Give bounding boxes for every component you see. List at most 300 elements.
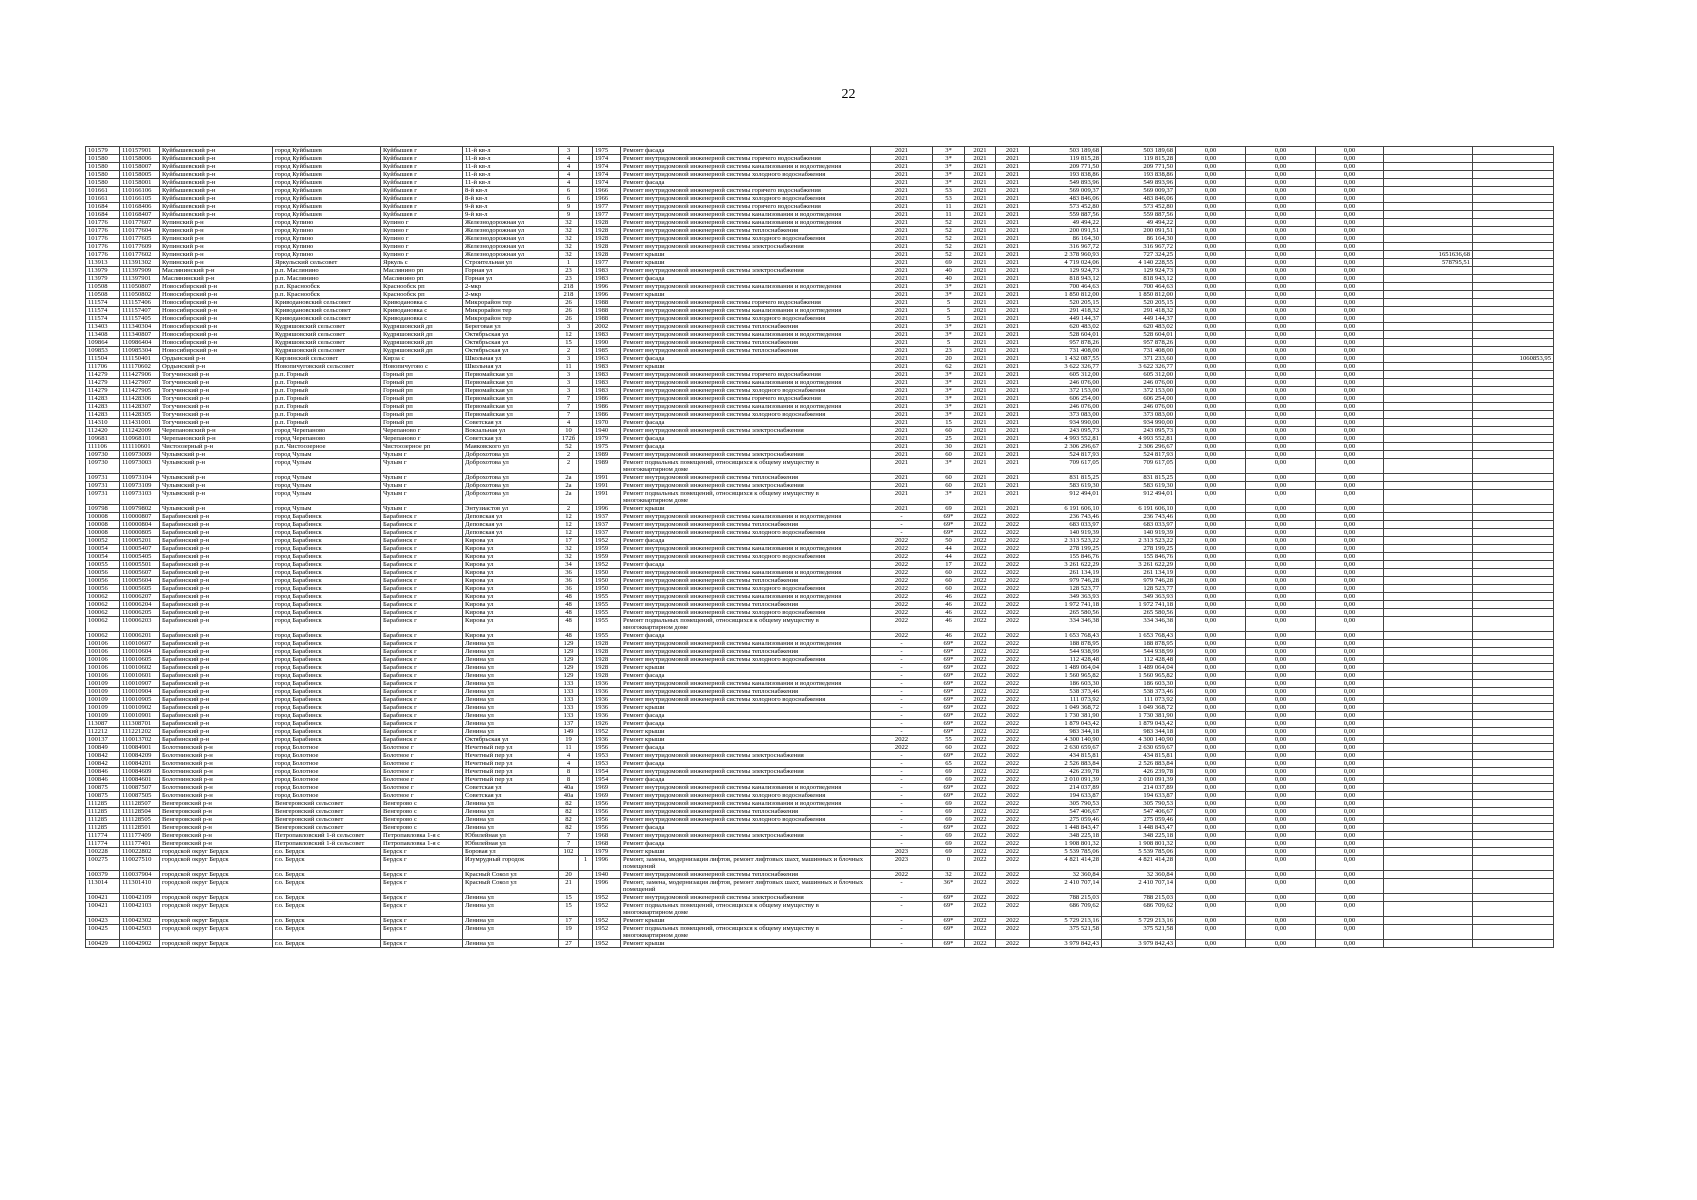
cell-budget-local: 0,00 bbox=[1316, 459, 1384, 474]
cell-wear: 52 bbox=[933, 227, 965, 235]
cell-settlement: Купино г bbox=[381, 235, 463, 243]
cell-work-id: 110084209 bbox=[120, 752, 160, 760]
cell-start-year: 2022 bbox=[965, 688, 996, 696]
cell-street: Кирова ул bbox=[463, 545, 559, 553]
cell-street: Нечетный пер ул bbox=[463, 752, 559, 760]
cell-wear: 69 bbox=[933, 776, 965, 784]
cell-other-funds bbox=[1473, 704, 1554, 712]
cell-budget-federal: 0,00 bbox=[1176, 784, 1246, 792]
cell-building bbox=[579, 363, 593, 371]
cell-district: Черепановский р-н bbox=[160, 435, 273, 443]
cell-end-year: 2022 bbox=[996, 848, 1030, 856]
cell-house-number: 2а bbox=[559, 490, 579, 505]
cell-house-number: 26 bbox=[559, 315, 579, 323]
cell-building bbox=[579, 347, 593, 355]
cell-street: Кирова ул bbox=[463, 561, 559, 569]
cell-building bbox=[579, 848, 593, 856]
cell-municipality: город Барабинск bbox=[273, 513, 381, 521]
cell-plan-year: - bbox=[871, 832, 933, 840]
cell-fund-cost: 788 215,03 bbox=[1102, 894, 1176, 902]
cell-total-cost: 5 729 213,16 bbox=[1030, 917, 1102, 925]
cell-other-funds bbox=[1473, 720, 1554, 728]
cell-other-funds bbox=[1473, 879, 1554, 894]
cell-building bbox=[579, 744, 593, 752]
cell-fund-cost: 912 494,01 bbox=[1102, 490, 1176, 505]
cell-plan-year: 2022 bbox=[871, 537, 933, 545]
cell-house-number: 3 bbox=[559, 379, 579, 387]
cell-end-year: 2021 bbox=[996, 435, 1030, 443]
cell-year-built: 1950 bbox=[593, 585, 621, 593]
cell-other-funds bbox=[1473, 593, 1554, 601]
table-row bbox=[86, 585, 1554, 593]
cell-wear: 60 bbox=[933, 569, 965, 577]
cell-municipality: Криводановский сельсовет bbox=[273, 307, 381, 315]
cell-settlement: Бердск г bbox=[381, 940, 463, 948]
cell-building bbox=[579, 435, 593, 443]
cell-work-id: 110042503 bbox=[120, 925, 160, 940]
cell-budget-local: 0,00 bbox=[1316, 808, 1384, 816]
cell-budget-local: 0,00 bbox=[1316, 482, 1384, 490]
cell-owners-funds bbox=[1384, 537, 1473, 545]
cell-district: городской округ Бердск bbox=[160, 871, 273, 879]
cell-budget-regional: 0,00 bbox=[1246, 529, 1316, 537]
cell-owners-funds bbox=[1384, 505, 1473, 513]
cell-total-cost: 547 406,67 bbox=[1030, 808, 1102, 816]
cell-start-year: 2021 bbox=[965, 505, 996, 513]
cell-budget-regional: 0,00 bbox=[1246, 355, 1316, 363]
cell-year-built: 1937 bbox=[593, 513, 621, 521]
cell-budget-regional: 0,00 bbox=[1246, 363, 1316, 371]
cell-budget-regional: 0,00 bbox=[1246, 251, 1316, 259]
cell-start-year: 2022 bbox=[965, 840, 996, 848]
cell-end-year: 2021 bbox=[996, 347, 1030, 355]
cell-wear: 65 bbox=[933, 760, 965, 768]
cell-budget-regional: 0,00 bbox=[1246, 704, 1316, 712]
cell-budget-regional: 0,00 bbox=[1246, 768, 1316, 776]
cell-plan-year: 2021 bbox=[871, 275, 933, 283]
cell-building bbox=[579, 792, 593, 800]
cell-house-id: 111285 bbox=[86, 824, 120, 832]
cell-owners-funds bbox=[1384, 561, 1473, 569]
table-row bbox=[86, 840, 1554, 848]
cell-municipality: г.о. Бердск bbox=[273, 917, 381, 925]
cell-plan-year: 2021 bbox=[871, 211, 933, 219]
cell-start-year: 2021 bbox=[965, 355, 996, 363]
cell-budget-regional: 0,00 bbox=[1246, 315, 1316, 323]
cell-work-type: Ремонт крыши bbox=[621, 664, 871, 672]
cell-year-built: 1983 bbox=[593, 275, 621, 283]
cell-start-year: 2021 bbox=[965, 275, 996, 283]
cell-work-id: 110010602 bbox=[120, 664, 160, 672]
cell-plan-year: - bbox=[871, 656, 933, 664]
cell-house-id: 100106 bbox=[86, 640, 120, 648]
cell-street: Октябрьская ул bbox=[463, 331, 559, 339]
cell-wear: 60 bbox=[933, 744, 965, 752]
cell-street: Ленина ул bbox=[463, 917, 559, 925]
cell-building bbox=[579, 275, 593, 283]
cell-street: Ленина ул bbox=[463, 824, 559, 832]
cell-work-type: Ремонт внутридомовой инженерной системы теплоснабжения bbox=[621, 227, 871, 235]
table-row bbox=[86, 395, 1554, 403]
cell-year-built: 1969 bbox=[593, 792, 621, 800]
cell-settlement: Барабинск г bbox=[381, 720, 463, 728]
cell-owners-funds bbox=[1384, 521, 1473, 529]
cell-district: Барабинский р-н bbox=[160, 513, 273, 521]
cell-district: Маслянинский р-н bbox=[160, 267, 273, 275]
cell-street: Кирова ул bbox=[463, 632, 559, 640]
cell-fund-cost: 549 893,96 bbox=[1102, 179, 1176, 187]
cell-year-built: 1940 bbox=[593, 871, 621, 879]
cell-house-id: 109681 bbox=[86, 435, 120, 443]
cell-budget-federal: 0,00 bbox=[1176, 251, 1246, 259]
cell-budget-local: 0,00 bbox=[1316, 776, 1384, 784]
cell-fund-cost: 559 887,56 bbox=[1102, 211, 1176, 219]
cell-start-year: 2021 bbox=[965, 474, 996, 482]
cell-work-id: 110973103 bbox=[120, 490, 160, 505]
cell-end-year: 2022 bbox=[996, 632, 1030, 640]
cell-building bbox=[579, 411, 593, 419]
cell-municipality: г.о. Бердск bbox=[273, 848, 381, 856]
cell-other-funds bbox=[1473, 387, 1554, 395]
cell-fund-cost: 4 140 228,55 bbox=[1102, 259, 1176, 267]
cell-building bbox=[579, 553, 593, 561]
cell-wear: 32 bbox=[933, 871, 965, 879]
cell-house-number: 32 bbox=[559, 545, 579, 553]
cell-municipality: город Куйбышев bbox=[273, 195, 381, 203]
cell-other-funds bbox=[1473, 513, 1554, 521]
cell-budget-regional: 0,00 bbox=[1246, 331, 1316, 339]
page-number: 22 bbox=[841, 87, 856, 102]
cell-municipality: город Болотное bbox=[273, 768, 381, 776]
cell-total-cost: 528 604,01 bbox=[1030, 331, 1102, 339]
cell-owners-funds bbox=[1384, 832, 1473, 840]
cell-budget-federal: 0,00 bbox=[1176, 736, 1246, 744]
cell-house-id: 100008 bbox=[86, 513, 120, 521]
cell-budget-local: 0,00 bbox=[1316, 704, 1384, 712]
cell-total-cost: 957 878,26 bbox=[1030, 339, 1102, 347]
cell-district: городской округ Бердск bbox=[160, 925, 273, 940]
cell-other-funds bbox=[1473, 211, 1554, 219]
table-row bbox=[86, 704, 1554, 712]
cell-owners-funds bbox=[1384, 474, 1473, 482]
cell-building bbox=[579, 187, 593, 195]
cell-settlement: Куйбышев г bbox=[381, 179, 463, 187]
cell-building bbox=[579, 371, 593, 379]
cell-budget-local: 0,00 bbox=[1316, 871, 1384, 879]
cell-work-type: Ремонт внутридомовой инженерной системы холодного водоснабжения bbox=[621, 656, 871, 664]
cell-district: Барабинский р-н bbox=[160, 529, 273, 537]
cell-year-built: 1985 bbox=[593, 347, 621, 355]
cell-house-number: 4 bbox=[559, 760, 579, 768]
cell-year-built: 1986 bbox=[593, 403, 621, 411]
cell-settlement: Кудряшовский дп bbox=[381, 323, 463, 331]
cell-building bbox=[579, 894, 593, 902]
cell-house-number: 26 bbox=[559, 299, 579, 307]
cell-house-id: 100109 bbox=[86, 712, 120, 720]
cell-district: Куйбышевский р-н bbox=[160, 155, 273, 163]
cell-work-id: 110005605 bbox=[120, 585, 160, 593]
cell-work-type: Ремонт крыши bbox=[621, 251, 871, 259]
cell-total-cost: 4 300 140,90 bbox=[1030, 736, 1102, 744]
cell-work-type: Ремонт внутридомовой инженерной системы канализования и водоотведения bbox=[621, 545, 871, 553]
cell-total-cost: 112 428,48 bbox=[1030, 656, 1102, 664]
table-row bbox=[86, 379, 1554, 387]
cell-year-built: 1936 bbox=[593, 680, 621, 688]
table-row bbox=[86, 902, 1554, 917]
cell-start-year: 2021 bbox=[965, 163, 996, 171]
cell-budget-local: 0,00 bbox=[1316, 569, 1384, 577]
cell-start-year: 2021 bbox=[965, 211, 996, 219]
cell-building bbox=[579, 680, 593, 688]
cell-house-id: 100109 bbox=[86, 704, 120, 712]
cell-fund-cost: 2 306 296,67 bbox=[1102, 443, 1176, 451]
cell-building bbox=[579, 824, 593, 832]
cell-street: Первомайская ул bbox=[463, 411, 559, 419]
cell-street: 11-й кв-л bbox=[463, 155, 559, 163]
cell-fund-cost: 1 730 381,90 bbox=[1102, 712, 1176, 720]
cell-budget-federal: 0,00 bbox=[1176, 760, 1246, 768]
cell-end-year: 2021 bbox=[996, 155, 1030, 163]
cell-municipality: город Чулым bbox=[273, 490, 381, 505]
cell-other-funds bbox=[1473, 163, 1554, 171]
cell-fund-cost: 194 633,87 bbox=[1102, 792, 1176, 800]
cell-fund-cost: 426 239,78 bbox=[1102, 768, 1176, 776]
cell-work-id: 110157901 bbox=[120, 147, 160, 155]
cell-district: Барабинский р-н bbox=[160, 720, 273, 728]
cell-total-cost: 1 908 801,32 bbox=[1030, 840, 1102, 848]
cell-end-year: 2022 bbox=[996, 545, 1030, 553]
cell-fund-cost: 49 494,22 bbox=[1102, 219, 1176, 227]
cell-budget-federal: 0,00 bbox=[1176, 680, 1246, 688]
cell-total-cost: 1 879 043,42 bbox=[1030, 720, 1102, 728]
cell-year-built: 1990 bbox=[593, 339, 621, 347]
cell-budget-regional: 0,00 bbox=[1246, 848, 1316, 856]
cell-district: Ордынский р-н bbox=[160, 363, 273, 371]
table-row bbox=[86, 251, 1554, 259]
cell-street: Юбилейная ул bbox=[463, 832, 559, 840]
cell-fund-cost: 1 972 741,18 bbox=[1102, 601, 1176, 609]
cell-start-year: 2022 bbox=[965, 664, 996, 672]
cell-district: Ордынский р-н bbox=[160, 355, 273, 363]
cell-street: 9-й кв-л bbox=[463, 211, 559, 219]
cell-wear: 5 bbox=[933, 339, 965, 347]
table-row bbox=[86, 792, 1554, 800]
cell-start-year: 2021 bbox=[965, 259, 996, 267]
cell-house-number: 36 bbox=[559, 569, 579, 577]
cell-owners-funds bbox=[1384, 307, 1473, 315]
cell-start-year: 2021 bbox=[965, 419, 996, 427]
cell-start-year: 2022 bbox=[965, 545, 996, 553]
cell-total-cost: 236 743,46 bbox=[1030, 513, 1102, 521]
table-row bbox=[86, 728, 1554, 736]
cell-start-year: 2022 bbox=[965, 648, 996, 656]
cell-work-type: Ремонт внутридомовой инженерной системы канализования и водоотведения bbox=[621, 219, 871, 227]
table-row bbox=[86, 443, 1554, 451]
cell-total-cost: 209 771,50 bbox=[1030, 163, 1102, 171]
cell-owners-funds bbox=[1384, 656, 1473, 664]
cell-year-built: 1928 bbox=[593, 648, 621, 656]
cell-work-id: 110010904 bbox=[120, 688, 160, 696]
cell-owners-funds bbox=[1384, 601, 1473, 609]
cell-budget-federal: 0,00 bbox=[1176, 840, 1246, 848]
cell-building bbox=[579, 617, 593, 632]
cell-settlement: Горный рп bbox=[381, 411, 463, 419]
cell-other-funds bbox=[1473, 800, 1554, 808]
table-row bbox=[86, 925, 1554, 940]
cell-street: Первомайская ул bbox=[463, 403, 559, 411]
cell-owners-funds bbox=[1384, 902, 1473, 917]
cell-owners-funds bbox=[1384, 339, 1473, 347]
cell-end-year: 2022 bbox=[996, 537, 1030, 545]
cell-work-type: Ремонт внутридомовой инженерной системы холодного водоснабжения bbox=[621, 387, 871, 395]
cell-municipality: Петропавловский 1-й сельсовет bbox=[273, 840, 381, 848]
cell-building bbox=[579, 585, 593, 593]
cell-other-funds bbox=[1473, 824, 1554, 832]
cell-work-id: 111340304 bbox=[120, 323, 160, 331]
cell-start-year: 2021 bbox=[965, 299, 996, 307]
cell-owners-funds bbox=[1384, 917, 1473, 925]
cell-budget-regional: 0,00 bbox=[1246, 593, 1316, 601]
cell-end-year: 2021 bbox=[996, 490, 1030, 505]
table-row bbox=[86, 601, 1554, 609]
cell-street: Ленина ул bbox=[463, 808, 559, 816]
cell-settlement: Венгерово с bbox=[381, 816, 463, 824]
cell-budget-regional: 0,00 bbox=[1246, 553, 1316, 561]
cell-budget-federal: 0,00 bbox=[1176, 648, 1246, 656]
table-row bbox=[86, 323, 1554, 331]
cell-budget-federal: 0,00 bbox=[1176, 227, 1246, 235]
cell-owners-funds bbox=[1384, 792, 1473, 800]
cell-work-type: Ремонт, замена, модернизация лифтов, ремонт лифтовых шахт, машинных и блочных помещений bbox=[621, 856, 871, 871]
cell-year-built: 1956 bbox=[593, 800, 621, 808]
cell-plan-year: 2021 bbox=[871, 163, 933, 171]
cell-owners-funds bbox=[1384, 235, 1473, 243]
cell-street: Микрорайон тер bbox=[463, 315, 559, 323]
cell-district: Купинский р-н bbox=[160, 227, 273, 235]
cell-budget-regional: 0,00 bbox=[1246, 211, 1316, 219]
cell-total-cost: 1 489 064,04 bbox=[1030, 664, 1102, 672]
cell-work-id: 110000807 bbox=[120, 513, 160, 521]
cell-end-year: 2022 bbox=[996, 856, 1030, 871]
cell-wear: 69* bbox=[933, 824, 965, 832]
cell-settlement: Горный рп bbox=[381, 371, 463, 379]
cell-district: Барабинский р-н bbox=[160, 617, 273, 632]
cell-total-cost: 1 049 368,72 bbox=[1030, 704, 1102, 712]
cell-total-cost: 2 306 296,67 bbox=[1030, 443, 1102, 451]
cell-work-type: Ремонт внутридомовой инженерной системы теплоснабжения bbox=[621, 347, 871, 355]
cell-house-number: 133 bbox=[559, 712, 579, 720]
cell-district: Новосибирский р-н bbox=[160, 315, 273, 323]
cell-settlement: Барабинск г bbox=[381, 513, 463, 521]
cell-total-cost: 275 059,46 bbox=[1030, 816, 1102, 824]
cell-fund-cost: 606 254,00 bbox=[1102, 395, 1176, 403]
cell-budget-local: 0,00 bbox=[1316, 195, 1384, 203]
cell-house-id: 110508 bbox=[86, 291, 120, 299]
cell-municipality: город Барабинск bbox=[273, 664, 381, 672]
cell-house-id: 109798 bbox=[86, 505, 120, 513]
cell-budget-local: 0,00 bbox=[1316, 784, 1384, 792]
cell-district: Барабинский р-н bbox=[160, 664, 273, 672]
cell-house-id: 100106 bbox=[86, 656, 120, 664]
cell-house-number: 8 bbox=[559, 768, 579, 776]
cell-budget-regional: 0,00 bbox=[1246, 379, 1316, 387]
cell-budget-local: 0,00 bbox=[1316, 577, 1384, 585]
cell-fund-cost: 140 919,39 bbox=[1102, 529, 1176, 537]
cell-work-type: Ремонт внутридомовой инженерной системы канализования и водоотведения bbox=[621, 283, 871, 291]
cell-end-year: 2021 bbox=[996, 275, 1030, 283]
table-row bbox=[86, 435, 1554, 443]
cell-street: Ленина ул bbox=[463, 800, 559, 808]
cell-budget-local: 0,00 bbox=[1316, 672, 1384, 680]
cell-plan-year: 2021 bbox=[871, 283, 933, 291]
cell-wear: 3* bbox=[933, 179, 965, 187]
cell-house-id: 111285 bbox=[86, 808, 120, 816]
cell-work-id: 110000805 bbox=[120, 529, 160, 537]
cell-budget-local: 0,00 bbox=[1316, 617, 1384, 632]
cell-work-type: Ремонт крыши bbox=[621, 848, 871, 856]
cell-street: Первомайская ул bbox=[463, 387, 559, 395]
cell-other-funds bbox=[1473, 696, 1554, 704]
cell-budget-federal: 0,00 bbox=[1176, 299, 1246, 307]
cell-house-number: 2 bbox=[559, 459, 579, 474]
cell-work-id: 110973003 bbox=[120, 459, 160, 474]
cell-end-year: 2022 bbox=[996, 871, 1030, 879]
cell-start-year: 2022 bbox=[965, 848, 996, 856]
cell-house-id: 111574 bbox=[86, 315, 120, 323]
cell-other-funds bbox=[1473, 925, 1554, 940]
table-row bbox=[86, 211, 1554, 219]
cell-house-id: 101580 bbox=[86, 155, 120, 163]
cell-district: Барабинский р-н bbox=[160, 648, 273, 656]
cell-year-built: 1952 bbox=[593, 561, 621, 569]
cell-start-year: 2021 bbox=[965, 155, 996, 163]
cell-end-year: 2022 bbox=[996, 704, 1030, 712]
cell-other-funds bbox=[1473, 632, 1554, 640]
cell-other-funds: 1060853,95 bbox=[1473, 355, 1554, 363]
cell-house-number: 133 bbox=[559, 680, 579, 688]
cell-house-number: 48 bbox=[559, 617, 579, 632]
cell-owners-funds bbox=[1384, 195, 1473, 203]
cell-wear: 3* bbox=[933, 371, 965, 379]
cell-year-built: 1968 bbox=[593, 832, 621, 840]
cell-other-funds bbox=[1473, 856, 1554, 871]
cell-plan-year: - bbox=[871, 840, 933, 848]
cell-building bbox=[579, 211, 593, 219]
cell-budget-local: 0,00 bbox=[1316, 832, 1384, 840]
cell-start-year: 2022 bbox=[965, 561, 996, 569]
cell-building bbox=[579, 728, 593, 736]
cell-building bbox=[579, 704, 593, 712]
cell-municipality: город Купино bbox=[273, 227, 381, 235]
cell-work-id: 110010907 bbox=[120, 680, 160, 688]
cell-total-cost: 2 313 523,22 bbox=[1030, 537, 1102, 545]
cell-wear: 50 bbox=[933, 537, 965, 545]
cell-district: Барабинский р-н bbox=[160, 680, 273, 688]
cell-fund-cost: 111 073,92 bbox=[1102, 696, 1176, 704]
cell-house-id: 101661 bbox=[86, 187, 120, 195]
cell-wear: 62 bbox=[933, 363, 965, 371]
cell-fund-cost: 291 418,32 bbox=[1102, 307, 1176, 315]
cell-budget-federal: 0,00 bbox=[1176, 940, 1246, 948]
cell-municipality: город Куйбышев bbox=[273, 163, 381, 171]
cell-municipality: город Барабинск bbox=[273, 648, 381, 656]
cell-total-cost: 49 494,22 bbox=[1030, 219, 1102, 227]
cell-fund-cost: 200 091,51 bbox=[1102, 227, 1176, 235]
cell-municipality: р.п. Маслянино bbox=[273, 267, 381, 275]
cell-settlement: Барабинск г bbox=[381, 529, 463, 537]
table-row bbox=[86, 474, 1554, 482]
cell-total-cost: 2 378 960,93 bbox=[1030, 251, 1102, 259]
